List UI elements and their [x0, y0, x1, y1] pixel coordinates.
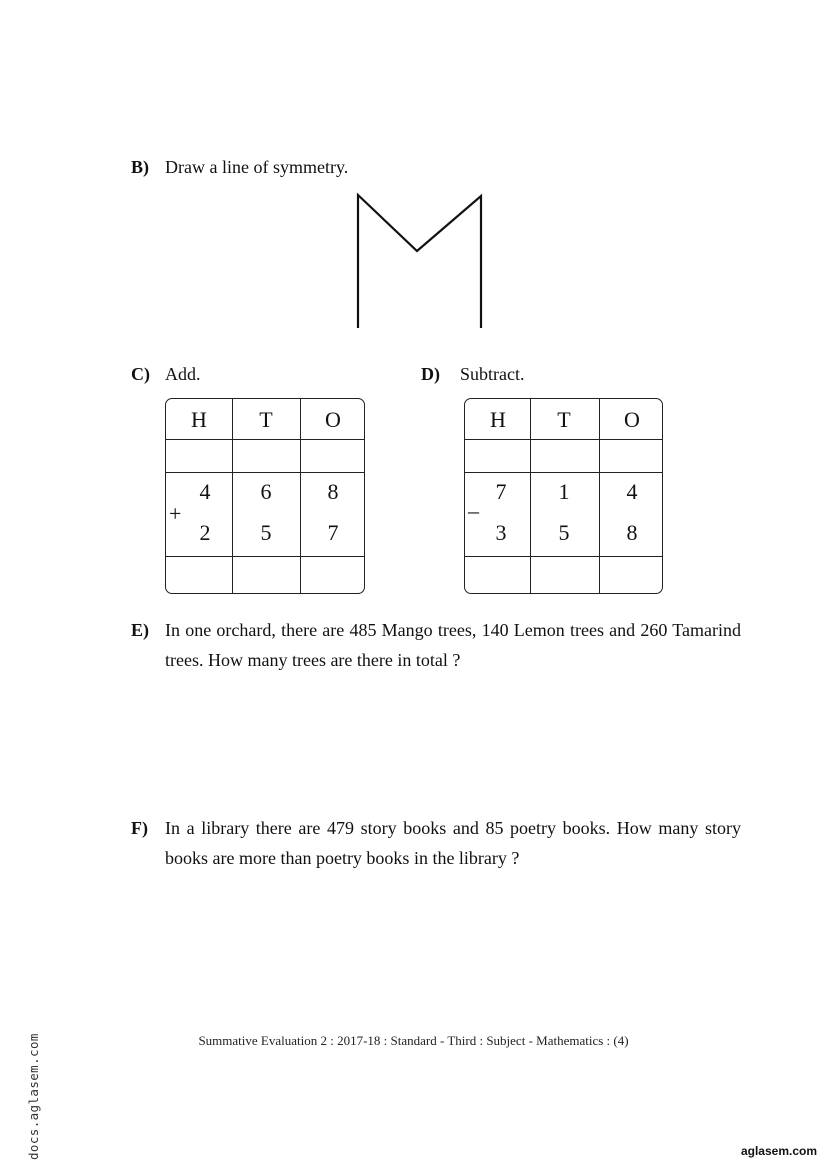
addend2-ones: 7 [327, 520, 339, 545]
addend1-tens: 6 [260, 479, 272, 504]
question-f-label: F) [131, 818, 148, 838]
question-c-text: Add. [165, 364, 201, 384]
header-ones: O [325, 407, 341, 432]
page-footer: Summative Evaluation 2 : 2017-18 : Standard - Third : Subject - Mathematics : (4) [198, 1033, 629, 1048]
question-e-label: E) [131, 620, 149, 640]
addend2-hundreds: 2 [199, 520, 211, 545]
minuend-tens: 1 [558, 479, 570, 504]
brand-mark: aglasem.com [740, 1144, 817, 1158]
subtrahend-ones: 8 [626, 520, 638, 545]
question-e [131, 615, 741, 675]
addend1-ones: 8 [327, 479, 339, 504]
minuend-ones: 4 [626, 479, 638, 504]
question-f [131, 813, 741, 873]
question-b [131, 152, 348, 182]
addend2-tens: 5 [260, 520, 272, 545]
letter-m-figure [350, 190, 490, 332]
question-b-text: Draw a line of symmetry. [165, 157, 349, 177]
question-e-text: In one orchard, there are 485 Mango trees, 140 Lemon trees and 260 Tamarind trees. How many trees are there in total ? [165, 620, 741, 670]
question-d-label: D) [421, 364, 440, 384]
subtrahend-tens: 5 [558, 520, 570, 545]
side-watermark: docs.aglasem.com [26, 1033, 41, 1160]
header-hundreds: H [490, 407, 506, 432]
header-ones: O [624, 407, 640, 432]
question-f-text: In a library there are 479 story books and 85 poetry books. How many story books are more than poetry books in the library ? [165, 818, 741, 868]
plus-sign: + [169, 501, 182, 526]
header-hundreds: H [191, 407, 207, 432]
minus-sign: – [468, 498, 479, 523]
question-d [421, 359, 525, 389]
question-c [131, 359, 201, 389]
addition-place-value-grid [165, 398, 365, 594]
header-tens: T [557, 407, 571, 432]
letter-m-outline [358, 195, 481, 328]
question-c-label: C) [131, 364, 150, 384]
subtrahend-hundreds: 3 [495, 520, 507, 545]
question-d-text: Subtract. [460, 364, 525, 384]
minuend-hundreds: 7 [495, 479, 507, 504]
header-tens: T [259, 407, 273, 432]
subtraction-place-value-grid [464, 398, 663, 594]
question-b-label: B) [131, 157, 149, 177]
addend1-hundreds: 4 [199, 479, 211, 504]
